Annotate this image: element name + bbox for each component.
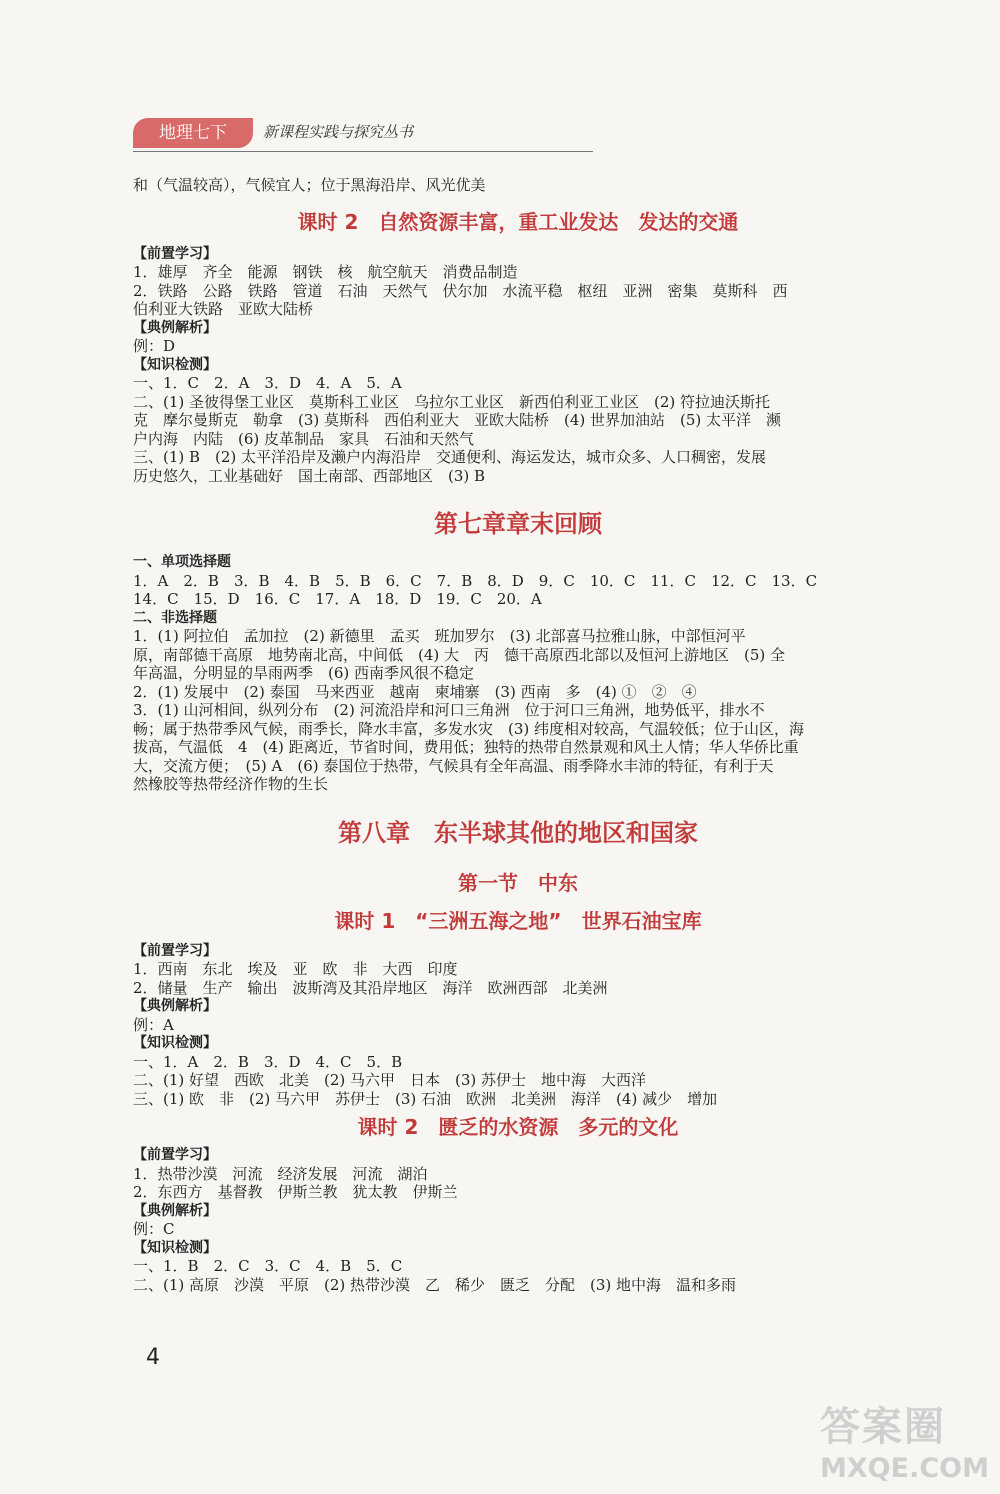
section-label: 【知识检测】 xyxy=(133,1239,217,1256)
lesson-heading: 课时 2 匮乏的水资源 多元的文化 xyxy=(357,1115,679,1139)
text-line: 例：A xyxy=(133,1015,174,1034)
section-label: 【知识检测】 xyxy=(133,1035,217,1051)
text-line: 拔高，气温低 4 (4) 距离近，节省时间，费用低；独特的热带自然景观和风土人情；华人华侨比重 xyxy=(133,738,799,756)
text-line: 和（气温较高），气候宜人；位于黑海沿岸、风光优美 xyxy=(133,176,486,194)
section-label: 【典例解析】 xyxy=(133,998,217,1014)
section-label: 【前置学习】 xyxy=(133,942,217,959)
text-line: 一、1．A 2．B 3．D 4．C 5．B xyxy=(133,1052,403,1071)
text-line: 1．热带沙漠 河流 经济发展 河流 湖泊 xyxy=(133,1164,428,1183)
header-rule xyxy=(133,151,593,152)
lesson-heading: 课时 1 “三洲五海之地” 世界石油宝库 xyxy=(334,908,702,933)
text-line: 2．铁路 公路 铁路 管道 石油 天然气 伏尔加 水流平稳 枢纽 亚洲 密集 莫斯科 西 xyxy=(133,281,788,300)
section-label: 一、单项选择题 xyxy=(133,554,231,570)
section-label: 【前置学习】 xyxy=(133,245,217,262)
text-line: 伯利亚大铁路 亚欧大陆桥 xyxy=(133,300,314,318)
text-line: 2．(1) 发展中 (2) 泰国 马来西亚 越南 柬埔寨 (3) 西南 多 (4) ① ② ④ xyxy=(133,682,697,701)
text-line: 克 摩尔曼斯克 勒拿 (3) 莫斯科 西伯利亚大 亚欧大陆桥 (4) 世界加油站 (5) 太平洋 濒 xyxy=(133,411,782,429)
text-line: 大，交流方便； (5) A (6) 泰国位于热带，气候具有全年高温、雨季降水丰沛的特征，有利于天 xyxy=(133,756,774,775)
text-line: 1．A 2．B 3．B 4．B 5．B 6．C 7．B 8．D 9．C 10．C 11．C 12．C 13．C xyxy=(133,571,818,590)
section-label: 二、非选择题 xyxy=(133,609,217,626)
chapter-heading: 第八章 东半球其他的地区和国家 xyxy=(338,818,698,847)
watermark xyxy=(820,1395,989,1490)
text-line: 然橡胶等热带经济作物的生长 xyxy=(133,775,329,793)
series-title: 新课程实践与探究丛书 xyxy=(263,123,414,141)
text-line: 1．西南 东北 埃及 亚 欧 非 大西 印度 xyxy=(133,960,458,978)
text-line: 例：D xyxy=(133,337,176,355)
section-label: 【前置学习】 xyxy=(133,1147,217,1163)
text-line: 历史悠久，工业基础好 国土南部、西部地区 (3) B xyxy=(133,466,486,485)
subject-tag: 地理七下 xyxy=(133,118,253,148)
text-line: 畅；属于热带季风气候，雨季长，降水丰富，多发水灾 (3) 纬度相对较高，气温较低；位于山区，海 xyxy=(133,719,805,738)
text-line: 户内海 内陆 (6) 皮革制品 家具 石油和天然气 xyxy=(133,429,475,448)
page-number: 4 xyxy=(146,1345,160,1370)
section-label: 【知识检测】 xyxy=(133,356,217,373)
chapter-review-heading: 第七章章末回顾 xyxy=(434,510,602,538)
text-line: 2．东西方 基督教 伊斯兰教 犹太教 伊斯兰 xyxy=(133,1183,458,1201)
text-line: 三、(1) 欧 非 (2) 马六甲 苏伊士 (3) 石油 欧洲 北美洲 海洋 (4) 减少 增加 xyxy=(133,1089,718,1108)
text-line: 1．雄厚 齐全 能源 钢铁 核 航空航天 消费品制造 xyxy=(133,263,518,281)
answer-content xyxy=(133,176,903,1294)
text-line: 年高温，分明显的旱雨两季 (6) 西南季风很不稳定 xyxy=(133,664,475,682)
text-line: 二、(1) 高原 沙漠 平原 (2) 热带沙漠 乙 稀少 匮乏 分配 (3) 地中海 温和多雨 xyxy=(133,1275,737,1294)
watermark-url: MXQE.COM xyxy=(820,1453,989,1484)
section-label: 【典例解析】 xyxy=(133,1202,217,1219)
text-line: 例：C xyxy=(133,1220,175,1238)
text-line: 一、1．B 2．C 3．C 4．B 5．C xyxy=(133,1257,403,1275)
page-header xyxy=(133,118,593,148)
text-line: 一、1．C 2．A 3．D 4．A 5．A xyxy=(133,374,402,392)
text-line: 二、(1) 好望 西欧 北美 (2) 马六甲 日本 (3) 苏伊士 地中海 大西洋 xyxy=(133,1071,647,1089)
text-line: 二、(1) 圣彼得堡工业区 莫斯科工业区 乌拉尔工业区 新西伯利亚工业区 (2) 符拉迪沃斯托 xyxy=(133,392,771,411)
section-heading: 第一节 中东 xyxy=(458,870,578,895)
section-label: 【典例解析】 xyxy=(133,319,217,336)
text-line: 三、(1) B (2) 太平洋沿岸及濑户内海沿岸 交通便利、海运发达，城市众多、人口稠密，发展 xyxy=(133,448,767,466)
text-line: 14．C 15．D 16．C 17．A 18．D 19．C 20．A xyxy=(133,590,542,608)
text-line: 3．(1) 山河相间，纵列分布 (2) 河流沿岸和河口三角洲 位于河口三角洲，地势低平，排水不 xyxy=(133,701,765,719)
text-line: 2．储量 生产 输出 波斯湾及其沿岸地区 海洋 欧洲西部 北美洲 xyxy=(133,978,608,997)
text-line: 1．(1) 阿拉伯 孟加拉 (2) 新德里 孟买 班加罗尔 (3) 北部喜马拉雅山脉，中部恒河平 xyxy=(133,627,746,645)
watermark-text: 答案圈 xyxy=(820,1404,946,1450)
text-line: 原，南部德干高原 地势南北高，中间低 (4) 大 丙 德干高原西北部以及恒河上游地区 (5) 全 xyxy=(133,645,786,664)
lesson-heading: 课时 2 自然资源丰富，重工业发达 发达的交通 xyxy=(297,209,739,234)
